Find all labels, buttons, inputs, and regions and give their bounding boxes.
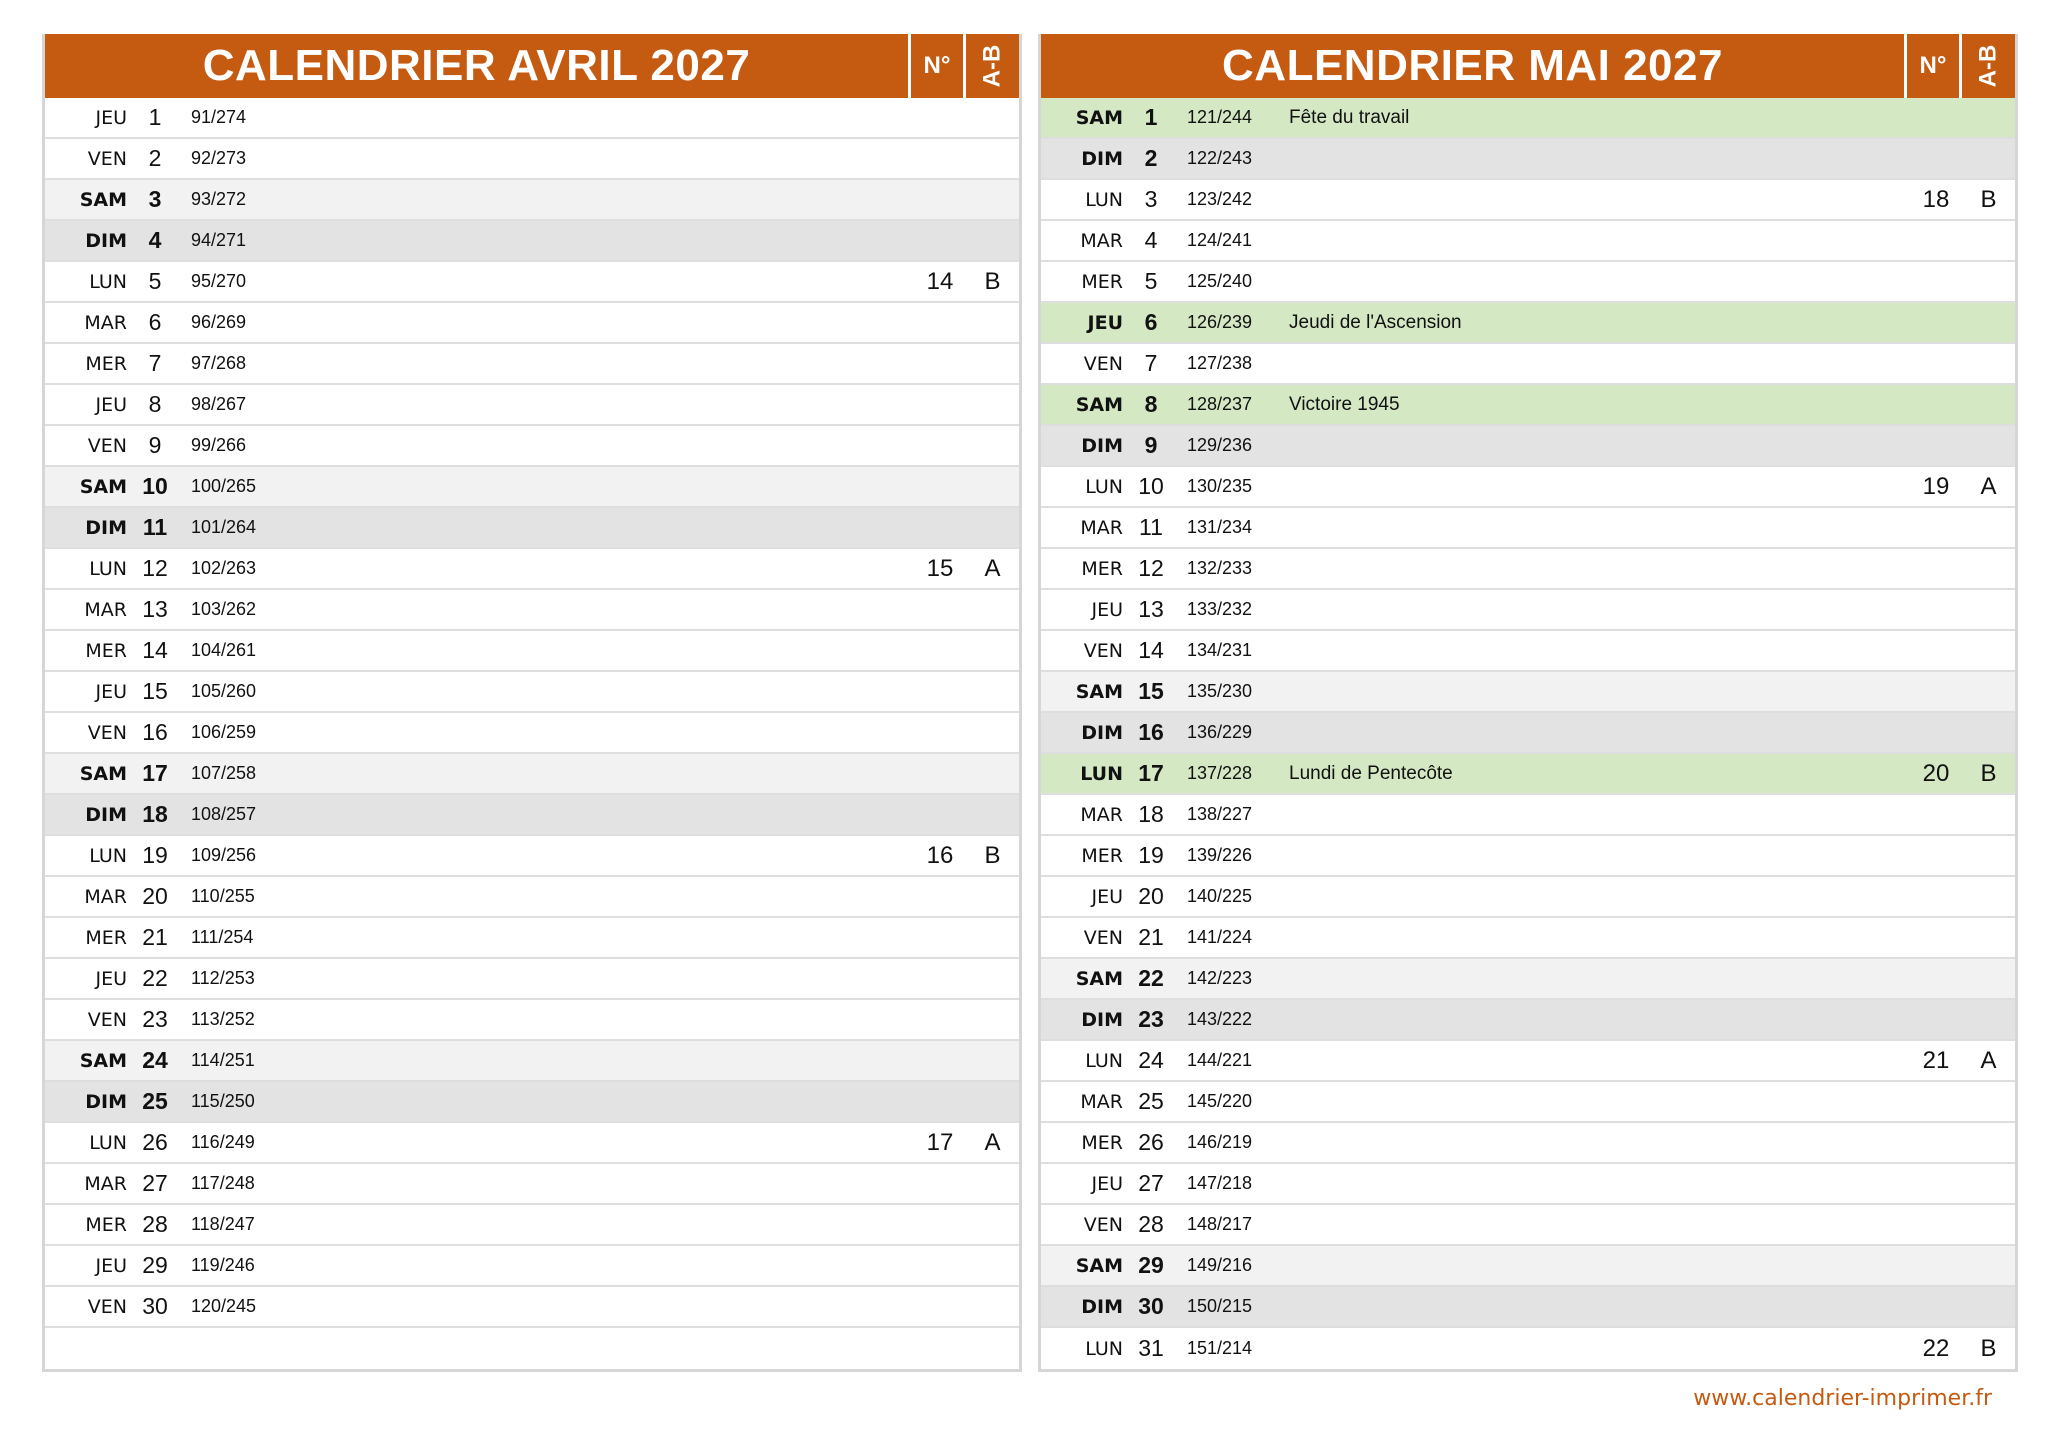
day-number: 24 (142, 1047, 168, 1073)
day-of-week: JEU (95, 680, 127, 703)
week-number: 17 (926, 1128, 954, 1156)
day-row (45, 426, 1019, 467)
day-of-week: JEU (1087, 311, 1123, 334)
day-of-week: LUN (1080, 762, 1123, 785)
day-number: 20 (1138, 883, 1164, 909)
day-of-year: 93/272 (191, 189, 247, 209)
day-of-year: 141/224 (1187, 927, 1253, 947)
day-of-year: 124/241 (1187, 230, 1253, 250)
day-row (1041, 795, 2015, 836)
day-number: 2 (148, 145, 162, 171)
day-number: 21 (1138, 924, 1164, 950)
day-of-week: LUN (89, 270, 127, 293)
day-row (45, 1000, 1019, 1041)
day-rows (45, 98, 1019, 1369)
week-number: 22 (1922, 1334, 1950, 1362)
day-row (45, 672, 1019, 713)
day-row (1041, 1000, 2015, 1041)
ab-week: A (984, 554, 1001, 582)
day-number: 8 (148, 391, 162, 417)
day-number: 3 (1144, 186, 1158, 212)
ab-week-header (1959, 34, 2015, 98)
day-number: 16 (1138, 719, 1164, 745)
day-number: 1 (148, 104, 162, 130)
day-of-year: 112/253 (191, 968, 255, 988)
day-row (45, 1287, 1019, 1328)
day-of-week: LUN (1085, 188, 1123, 211)
day-of-year: 140/225 (1187, 886, 1253, 906)
day-of-week: SAM (79, 475, 127, 498)
ab-week: A (1980, 472, 1997, 500)
day-row (45, 221, 1019, 262)
ab-week: B (984, 841, 1001, 869)
day-number: 30 (1138, 1293, 1164, 1319)
day-row (45, 795, 1019, 836)
day-of-year: 137/228 (1187, 763, 1253, 783)
ab-week: A (1980, 1046, 1997, 1074)
day-row (45, 877, 1019, 918)
day-number: 22 (142, 965, 168, 991)
day-of-week: MAR (84, 598, 127, 621)
day-of-week: JEU (1091, 885, 1123, 908)
day-row (45, 549, 1019, 590)
day-of-week: SAM (79, 188, 127, 211)
day-of-year: 122/243 (1187, 148, 1253, 168)
day-number: 12 (142, 555, 168, 581)
day-number: 13 (142, 596, 168, 622)
day-row (1041, 221, 2015, 262)
day-of-year: 129/236 (1187, 435, 1253, 455)
day-of-week: LUN (1085, 475, 1123, 498)
day-of-year: 101/264 (191, 517, 257, 537)
day-row (45, 1041, 1019, 1082)
day-of-year: 131/234 (1187, 517, 1253, 537)
day-number: 21 (142, 924, 168, 950)
website-link[interactable]: www.calendrier-imprimer.fr (1693, 1386, 1992, 1411)
day-of-year: 150/215 (1187, 1296, 1253, 1316)
month-title: CALENDRIER AVRIL 2027 (202, 41, 751, 90)
day-of-year: 147/218 (1187, 1173, 1253, 1193)
day-of-week: DIM (85, 803, 127, 826)
day-of-year: 105/260 (191, 681, 257, 701)
day-of-year: 148/217 (1187, 1214, 1253, 1234)
month-header (1041, 34, 2015, 98)
day-of-year: 116/249 (191, 1132, 255, 1152)
day-of-week: LUN (1085, 1049, 1123, 1072)
ab-week: A (984, 1128, 1001, 1156)
day-of-year: 115/250 (191, 1091, 255, 1111)
day-number: 4 (148, 227, 162, 253)
day-number: 11 (142, 514, 168, 540)
day-row (1041, 508, 2015, 549)
day-of-week: VEN (87, 1295, 127, 1318)
day-of-year: 121/244 (1187, 107, 1253, 127)
day-of-week: VEN (1083, 926, 1123, 949)
calendar-april (42, 34, 1022, 1372)
day-of-year: 111/254 (191, 927, 254, 947)
day-of-week: DIM (1081, 434, 1123, 457)
day-row (45, 508, 1019, 549)
day-row (1041, 1041, 2015, 1082)
day-of-week: DIM (85, 516, 127, 539)
day-number: 5 (148, 268, 162, 294)
day-of-year: 97/268 (191, 353, 247, 373)
day-row (1041, 590, 2015, 631)
day-row (1041, 631, 2015, 672)
month-title: CALENDRIER MAI 2027 (1222, 41, 1723, 90)
week-number: 19 (1922, 472, 1950, 500)
day-row (45, 1328, 1019, 1369)
week-number: 18 (1922, 185, 1950, 213)
day-of-week: DIM (85, 1090, 127, 1113)
day-of-year: 132/233 (1187, 558, 1253, 578)
day-row (1041, 672, 2015, 713)
day-number: 9 (1144, 432, 1158, 458)
day-row (1041, 713, 2015, 754)
day-of-year: 103/262 (191, 599, 257, 619)
day-number: 2 (1144, 145, 1158, 171)
day-row (1041, 1287, 2015, 1328)
day-of-year: 100/265 (191, 476, 257, 496)
calendar-may (1038, 34, 2018, 1372)
day-of-year: 138/227 (1187, 804, 1253, 824)
day-number: 27 (142, 1170, 168, 1196)
day-of-week: JEU (95, 393, 127, 416)
day-row (45, 713, 1019, 754)
day-of-year: 139/226 (1187, 845, 1253, 865)
day-number: 14 (1138, 637, 1164, 663)
day-number: 28 (1138, 1211, 1164, 1237)
day-number: 10 (142, 473, 168, 499)
day-of-week: SAM (1075, 393, 1123, 416)
day-number: 20 (142, 883, 168, 909)
day-of-year: 146/219 (1187, 1132, 1253, 1152)
day-of-week: MER (1081, 270, 1123, 293)
day-of-year: 113/252 (191, 1009, 255, 1029)
day-row (45, 1205, 1019, 1246)
day-row (45, 1123, 1019, 1164)
day-number: 31 (1138, 1335, 1164, 1361)
day-number: 8 (1144, 391, 1158, 417)
day-of-week: VEN (1083, 1213, 1123, 1236)
day-of-week: JEU (95, 967, 127, 990)
day-of-week: LUN (89, 844, 127, 867)
day-of-week: VEN (87, 147, 127, 170)
day-number: 25 (142, 1088, 168, 1114)
day-of-year: 130/235 (1187, 476, 1253, 496)
holiday-name: Lundi de Pentecôte (1289, 762, 1453, 784)
day-number: 23 (1138, 1006, 1164, 1032)
day-number: 4 (1144, 227, 1158, 253)
holiday-name: Jeudi de l'Ascension (1289, 311, 1462, 333)
day-of-year: 134/231 (1187, 640, 1253, 660)
day-number: 29 (142, 1252, 168, 1278)
day-number: 26 (142, 1129, 168, 1155)
day-of-week: SAM (1075, 967, 1123, 990)
week-number: 21 (1922, 1046, 1950, 1074)
ab-week-header (963, 34, 1019, 98)
day-number: 30 (142, 1293, 168, 1319)
day-of-year: 143/222 (1187, 1009, 1253, 1029)
day-number: 27 (1138, 1170, 1164, 1196)
day-of-year: 104/261 (191, 640, 257, 660)
ab-week: B (1980, 759, 1997, 787)
day-row (45, 1082, 1019, 1123)
day-of-year: 91/274 (191, 107, 247, 127)
day-of-year: 99/266 (191, 435, 247, 455)
ab-week: B (1980, 185, 1997, 213)
day-row (45, 1246, 1019, 1287)
day-number: 18 (1138, 801, 1164, 827)
day-of-year: 102/263 (191, 558, 257, 578)
holiday-name: Fête du travail (1289, 106, 1410, 128)
day-row (45, 754, 1019, 795)
day-number: 15 (1138, 678, 1164, 704)
day-number: 29 (1138, 1252, 1164, 1278)
day-of-year: 94/271 (191, 230, 247, 250)
day-row (45, 590, 1019, 631)
day-of-week: JEU (95, 1254, 127, 1277)
day-of-year: 145/220 (1187, 1091, 1253, 1111)
day-of-week: MER (1081, 844, 1123, 867)
day-row (1041, 1205, 2015, 1246)
day-row (45, 1164, 1019, 1205)
day-number: 19 (1138, 842, 1164, 868)
day-row (45, 139, 1019, 180)
day-number: 11 (1139, 514, 1163, 540)
day-of-year: 127/238 (1187, 353, 1253, 373)
day-number: 16 (142, 719, 168, 745)
day-of-year: 106/259 (191, 722, 257, 742)
day-of-year: 95/270 (191, 271, 247, 291)
day-number: 7 (148, 350, 162, 376)
day-of-week: SAM (1075, 680, 1123, 703)
day-row (1041, 549, 2015, 590)
day-row (45, 98, 1019, 139)
day-of-week: DIM (1081, 1008, 1123, 1031)
week-number-header: N° (1904, 34, 1959, 98)
day-of-week: SAM (79, 762, 127, 785)
day-number: 28 (142, 1211, 168, 1237)
day-row (45, 180, 1019, 221)
day-number: 23 (142, 1006, 168, 1032)
holiday-name: Victoire 1945 (1289, 393, 1400, 415)
day-of-year: 142/223 (1187, 968, 1253, 988)
week-number: 15 (926, 554, 954, 582)
day-number: 9 (148, 432, 162, 458)
ab-week: B (1980, 1334, 1997, 1362)
day-row (1041, 344, 2015, 385)
day-of-year: 110/255 (191, 886, 255, 906)
day-row (45, 959, 1019, 1000)
ab-week-header-label: A-B (1974, 44, 2002, 88)
day-row (45, 303, 1019, 344)
day-number: 17 (142, 760, 168, 786)
day-row (45, 385, 1019, 426)
day-of-week: DIM (1081, 721, 1123, 744)
day-row (1041, 1246, 2015, 1287)
day-number: 7 (1144, 350, 1158, 376)
day-row (1041, 959, 2015, 1000)
day-row (45, 467, 1019, 508)
day-row (45, 836, 1019, 877)
day-number: 13 (1138, 596, 1164, 622)
day-of-year: 120/245 (191, 1296, 257, 1316)
day-of-year: 151/214 (1187, 1338, 1253, 1358)
day-number: 6 (1144, 309, 1158, 335)
day-of-year: 126/239 (1187, 312, 1253, 332)
day-of-year: 135/230 (1187, 681, 1253, 701)
day-number: 25 (1138, 1088, 1164, 1114)
day-row (1041, 1082, 2015, 1123)
day-of-year: 119/246 (191, 1255, 255, 1275)
week-number: 16 (926, 841, 954, 869)
day-of-year: 92/273 (191, 148, 247, 168)
day-of-week: MAR (1080, 803, 1123, 826)
day-of-year: 144/221 (1187, 1050, 1253, 1070)
day-row (1041, 467, 2015, 508)
day-number: 19 (142, 842, 168, 868)
day-of-week: MAR (1080, 1090, 1123, 1113)
week-number: 14 (926, 267, 954, 295)
day-number: 26 (1138, 1129, 1164, 1155)
day-number: 24 (1138, 1047, 1164, 1073)
day-number: 22 (1138, 965, 1164, 991)
day-of-year: 123/242 (1187, 189, 1253, 209)
day-of-week: DIM (85, 229, 127, 252)
day-number: 6 (148, 309, 162, 335)
day-of-year: 96/269 (191, 312, 247, 332)
day-of-week: MAR (84, 311, 127, 334)
week-number: 20 (1922, 759, 1950, 787)
day-of-week: MER (85, 639, 127, 662)
day-of-year: 133/232 (1187, 599, 1253, 619)
day-of-week: LUN (89, 557, 127, 580)
day-number: 15 (142, 678, 168, 704)
day-of-week: SAM (79, 1049, 127, 1072)
day-row (45, 262, 1019, 303)
day-of-week: SAM (1075, 106, 1123, 129)
day-of-week: LUN (1085, 1337, 1123, 1360)
day-of-week: MAR (84, 885, 127, 908)
day-number: 10 (1138, 473, 1164, 499)
day-number: 14 (142, 637, 168, 663)
day-of-week: MAR (1080, 516, 1123, 539)
day-of-week: DIM (1081, 1295, 1123, 1318)
day-row (1041, 836, 2015, 877)
day-number: 1 (1144, 104, 1158, 130)
day-row (45, 344, 1019, 385)
day-row (1041, 426, 2015, 467)
day-of-year: 125/240 (1187, 271, 1253, 291)
day-row (1041, 262, 2015, 303)
day-row (1041, 1123, 2015, 1164)
day-row (1041, 1164, 2015, 1205)
day-of-week: VEN (87, 721, 127, 744)
day-of-week: VEN (87, 434, 127, 457)
ab-week-header-label: A-B (978, 44, 1006, 88)
day-of-year: 98/267 (191, 394, 247, 414)
month-header (45, 34, 1019, 98)
day-of-year: 118/247 (191, 1214, 255, 1234)
day-row (1041, 877, 2015, 918)
day-of-year: 107/258 (191, 763, 257, 783)
day-of-week: MER (85, 1213, 127, 1236)
day-of-week: MER (85, 926, 127, 949)
day-of-week: VEN (1083, 639, 1123, 662)
day-of-week: JEU (1091, 1172, 1123, 1195)
day-of-week: MER (1081, 557, 1123, 580)
day-number: 17 (1138, 760, 1164, 786)
day-number: 3 (148, 186, 162, 212)
day-row (1041, 754, 2015, 795)
day-of-week: DIM (1081, 147, 1123, 170)
day-row (45, 918, 1019, 959)
day-of-year: 117/248 (191, 1173, 255, 1193)
day-number: 18 (142, 801, 168, 827)
day-row (1041, 139, 2015, 180)
day-of-week: MAR (84, 1172, 127, 1195)
day-of-year: 108/257 (191, 804, 257, 824)
ab-week: B (984, 267, 1001, 295)
day-number: 12 (1138, 555, 1164, 581)
day-of-week: SAM (1075, 1254, 1123, 1277)
day-of-week: MER (1081, 1131, 1123, 1154)
day-row (1041, 918, 2015, 959)
day-of-year: 109/256 (191, 845, 257, 865)
day-of-year: 136/229 (1187, 722, 1253, 742)
day-row (1041, 1328, 2015, 1369)
day-of-year: 114/251 (191, 1050, 255, 1070)
day-number: 5 (1144, 268, 1158, 294)
day-of-week: VEN (87, 1008, 127, 1031)
day-of-week: LUN (89, 1131, 127, 1154)
day-of-week: MER (85, 352, 127, 375)
day-row (45, 631, 1019, 672)
week-number-header: N° (908, 34, 963, 98)
day-row (1041, 98, 2015, 139)
day-of-week: JEU (95, 106, 127, 129)
day-of-week: VEN (1083, 352, 1123, 375)
day-of-week: JEU (1091, 598, 1123, 621)
day-of-year: 128/237 (1187, 394, 1253, 414)
day-row (1041, 303, 2015, 344)
day-row (1041, 385, 2015, 426)
day-of-year: 149/216 (1187, 1255, 1253, 1275)
day-of-week: MAR (1080, 229, 1123, 252)
day-row (1041, 180, 2015, 221)
day-rows (1041, 98, 2015, 1369)
